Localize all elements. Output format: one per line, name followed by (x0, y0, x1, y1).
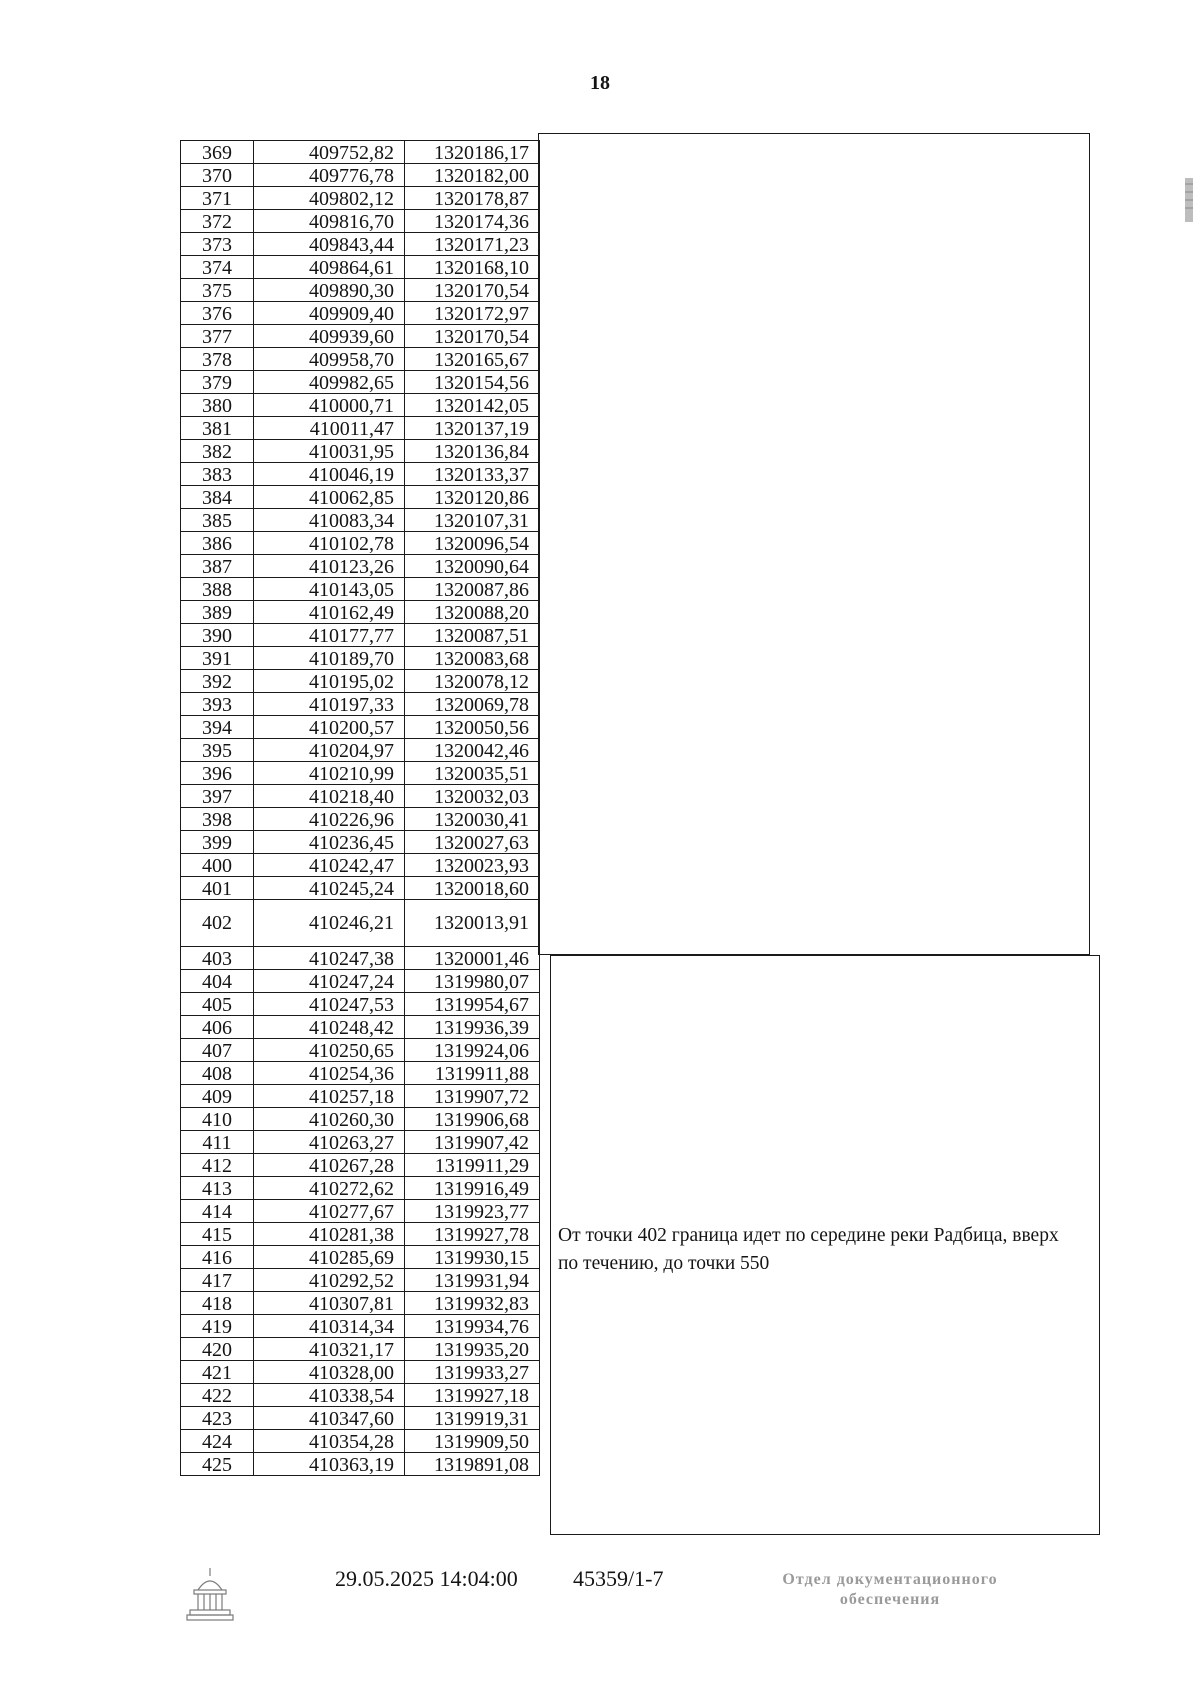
table-row (181, 1315, 540, 1338)
table-row (181, 693, 540, 716)
table-row (181, 371, 540, 394)
description-text (558, 1222, 1088, 1278)
y-coordinate-cell: 1320142,05 (405, 394, 540, 417)
y-coordinate-cell: 1319909,50 (405, 1430, 540, 1453)
footer-datetime: 29.05.2025 14:04:00 (335, 1566, 518, 1591)
y-coordinate-cell: 1320120,86 (405, 486, 540, 509)
y-coordinate-cell: 1320030,41 (405, 808, 540, 831)
point-number-cell: 376 (181, 302, 254, 325)
table-row (181, 486, 540, 509)
y-coordinate-cell: 1319911,29 (405, 1154, 540, 1177)
x-coordinate-cell: 410162,49 (254, 601, 405, 624)
point-number-cell: 415 (181, 1223, 254, 1246)
point-number-cell: 393 (181, 693, 254, 716)
table-row (181, 739, 540, 762)
x-coordinate-cell: 410328,00 (254, 1361, 405, 1384)
y-coordinate-cell: 1320165,67 (405, 348, 540, 371)
point-number-cell: 395 (181, 739, 254, 762)
y-coordinate-cell: 1320018,60 (405, 877, 540, 900)
x-coordinate-cell: 409982,65 (254, 371, 405, 394)
table-row (181, 785, 540, 808)
table-row (181, 1131, 540, 1154)
table-row (181, 233, 540, 256)
table-row (181, 417, 540, 440)
y-coordinate-cell: 1320050,56 (405, 716, 540, 739)
point-number-cell: 385 (181, 509, 254, 532)
table-row (181, 1177, 540, 1200)
x-coordinate-cell: 409939,60 (254, 325, 405, 348)
x-coordinate-cell: 409890,30 (254, 279, 405, 302)
y-coordinate-cell: 1319924,06 (405, 1039, 540, 1062)
point-number-cell: 384 (181, 486, 254, 509)
y-coordinate-cell: 1319980,07 (405, 970, 540, 993)
table-row (181, 463, 540, 486)
footer-stamp-line-1: Отдел документационного (782, 1571, 998, 1588)
point-number-cell: 404 (181, 970, 254, 993)
table-row (181, 325, 540, 348)
table-row (181, 601, 540, 624)
table-row (181, 1269, 540, 1292)
y-coordinate-cell: 1319906,68 (405, 1108, 540, 1131)
table-row (181, 877, 540, 900)
point-number-cell: 375 (181, 279, 254, 302)
point-number-cell: 403 (181, 947, 254, 970)
x-coordinate-cell: 409864,61 (254, 256, 405, 279)
table-row (181, 808, 540, 831)
point-number-cell: 389 (181, 601, 254, 624)
y-coordinate-cell: 1319927,18 (405, 1384, 540, 1407)
x-coordinate-cell: 409958,70 (254, 348, 405, 371)
x-coordinate-cell: 410245,24 (254, 877, 405, 900)
x-coordinate-cell: 410218,40 (254, 785, 405, 808)
y-coordinate-cell: 1319932,83 (405, 1292, 540, 1315)
table-row (181, 1085, 540, 1108)
table-row (181, 348, 540, 371)
x-coordinate-cell: 410363,19 (254, 1453, 405, 1476)
table-row (181, 1407, 540, 1430)
point-number-cell: 372 (181, 210, 254, 233)
table-row (181, 555, 540, 578)
x-coordinate-cell: 410338,54 (254, 1384, 405, 1407)
y-coordinate-cell: 1319923,77 (405, 1200, 540, 1223)
x-coordinate-cell: 410204,97 (254, 739, 405, 762)
y-coordinate-cell: 1320001,46 (405, 947, 540, 970)
point-number-cell: 401 (181, 877, 254, 900)
point-number-cell: 394 (181, 716, 254, 739)
point-number-cell: 413 (181, 1177, 254, 1200)
y-coordinate-cell: 1319907,42 (405, 1131, 540, 1154)
coordinates-table-body (181, 141, 540, 1476)
x-coordinate-cell: 410314,34 (254, 1315, 405, 1338)
footer-stamp-line-2: обеспечения (839, 1591, 941, 1608)
x-coordinate-cell: 410011,47 (254, 417, 405, 440)
x-coordinate-cell: 410354,28 (254, 1430, 405, 1453)
table-row (181, 831, 540, 854)
point-number-cell: 425 (181, 1453, 254, 1476)
emblem-logo-icon (184, 1566, 236, 1622)
table-row (181, 509, 540, 532)
point-number-cell: 391 (181, 647, 254, 670)
point-number-cell: 386 (181, 532, 254, 555)
y-coordinate-cell: 1320087,51 (405, 624, 540, 647)
y-coordinate-cell: 1320096,54 (405, 532, 540, 555)
x-coordinate-cell: 410177,77 (254, 624, 405, 647)
point-number-cell: 397 (181, 785, 254, 808)
y-coordinate-cell: 1320133,37 (405, 463, 540, 486)
point-number-cell: 424 (181, 1430, 254, 1453)
y-coordinate-cell: 1320136,84 (405, 440, 540, 463)
table-row (181, 716, 540, 739)
table-row (181, 1453, 540, 1476)
y-coordinate-cell: 1320170,54 (405, 279, 540, 302)
y-coordinate-cell: 1320078,12 (405, 670, 540, 693)
table-row (181, 279, 540, 302)
y-coordinate-cell: 1319907,72 (405, 1085, 540, 1108)
x-coordinate-cell: 410267,28 (254, 1154, 405, 1177)
table-row (181, 1246, 540, 1269)
table-row (181, 670, 540, 693)
y-coordinate-cell: 1319916,49 (405, 1177, 540, 1200)
y-coordinate-cell: 1320107,31 (405, 509, 540, 532)
x-coordinate-cell: 410247,24 (254, 970, 405, 993)
y-coordinate-cell: 1320069,78 (405, 693, 540, 716)
x-coordinate-cell: 410189,70 (254, 647, 405, 670)
coordinates-table (180, 140, 540, 1476)
table-row (181, 993, 540, 1016)
table-row (181, 210, 540, 233)
y-coordinate-cell: 1319930,15 (405, 1246, 540, 1269)
table-row (181, 947, 540, 970)
y-coordinate-cell: 1320042,46 (405, 739, 540, 762)
x-coordinate-cell: 410281,38 (254, 1223, 405, 1246)
point-number-cell: 405 (181, 993, 254, 1016)
point-number-cell: 388 (181, 578, 254, 601)
x-coordinate-cell: 410277,67 (254, 1200, 405, 1223)
point-number-cell: 423 (181, 1407, 254, 1430)
x-coordinate-cell: 410123,26 (254, 555, 405, 578)
point-number-cell: 402 (181, 900, 254, 947)
table-row (181, 1430, 540, 1453)
x-coordinate-cell: 410307,81 (254, 1292, 405, 1315)
x-coordinate-cell: 410210,99 (254, 762, 405, 785)
x-coordinate-cell: 410285,69 (254, 1246, 405, 1269)
x-coordinate-cell: 410257,18 (254, 1085, 405, 1108)
table-row (181, 532, 540, 555)
x-coordinate-cell: 410250,65 (254, 1039, 405, 1062)
x-coordinate-cell: 409802,12 (254, 187, 405, 210)
point-number-cell: 383 (181, 463, 254, 486)
table-row (181, 1108, 540, 1131)
point-number-cell: 398 (181, 808, 254, 831)
y-coordinate-cell: 1319936,39 (405, 1016, 540, 1039)
y-coordinate-cell: 1319954,67 (405, 993, 540, 1016)
x-coordinate-cell: 410247,53 (254, 993, 405, 1016)
description-line-2: по течению, до точки 550 (558, 1253, 770, 1274)
y-coordinate-cell: 1319927,78 (405, 1223, 540, 1246)
description-line-1: От точки 402 граница идет по середине реки Радбица, вверх (558, 1225, 1059, 1246)
point-number-cell: 411 (181, 1131, 254, 1154)
x-coordinate-cell: 410347,60 (254, 1407, 405, 1430)
y-coordinate-cell: 1320032,03 (405, 785, 540, 808)
y-coordinate-cell: 1320170,54 (405, 325, 540, 348)
point-number-cell: 416 (181, 1246, 254, 1269)
y-coordinate-cell: 1320023,93 (405, 854, 540, 877)
x-coordinate-cell: 410246,21 (254, 900, 405, 947)
y-coordinate-cell: 1319934,76 (405, 1315, 540, 1338)
table-row (181, 1338, 540, 1361)
table-row (181, 1200, 540, 1223)
y-coordinate-cell: 1320154,56 (405, 371, 540, 394)
y-coordinate-cell: 1320182,00 (405, 164, 540, 187)
table-row (181, 187, 540, 210)
point-number-cell: 371 (181, 187, 254, 210)
point-number-cell: 407 (181, 1039, 254, 1062)
x-coordinate-cell: 410260,30 (254, 1108, 405, 1131)
y-coordinate-cell: 1320171,23 (405, 233, 540, 256)
point-number-cell: 379 (181, 371, 254, 394)
y-coordinate-cell: 1320172,97 (405, 302, 540, 325)
table-row (181, 1039, 540, 1062)
point-number-cell: 373 (181, 233, 254, 256)
footer-doc-code: 45359/1-7 (573, 1566, 664, 1591)
y-coordinate-cell: 1320088,20 (405, 601, 540, 624)
y-coordinate-cell: 1320083,68 (405, 647, 540, 670)
x-coordinate-cell: 410254,36 (254, 1062, 405, 1085)
x-coordinate-cell: 410263,27 (254, 1131, 405, 1154)
point-number-cell: 374 (181, 256, 254, 279)
table-row (181, 1223, 540, 1246)
point-number-cell: 412 (181, 1154, 254, 1177)
x-coordinate-cell: 410242,47 (254, 854, 405, 877)
x-coordinate-cell: 410083,34 (254, 509, 405, 532)
table-row (181, 302, 540, 325)
x-coordinate-cell: 410321,17 (254, 1338, 405, 1361)
point-number-cell: 382 (181, 440, 254, 463)
point-number-cell: 417 (181, 1269, 254, 1292)
x-coordinate-cell: 409776,78 (254, 164, 405, 187)
point-number-cell: 410 (181, 1108, 254, 1131)
table-row (181, 647, 540, 670)
x-coordinate-cell: 410000,71 (254, 394, 405, 417)
x-coordinate-cell: 409909,40 (254, 302, 405, 325)
x-coordinate-cell: 410292,52 (254, 1269, 405, 1292)
point-number-cell: 399 (181, 831, 254, 854)
point-number-cell: 396 (181, 762, 254, 785)
point-number-cell: 381 (181, 417, 254, 440)
y-coordinate-cell: 1320168,10 (405, 256, 540, 279)
y-coordinate-cell: 1319919,31 (405, 1407, 540, 1430)
point-number-cell: 420 (181, 1338, 254, 1361)
point-number-cell: 392 (181, 670, 254, 693)
table-row (181, 1361, 540, 1384)
y-coordinate-cell: 1320186,17 (405, 141, 540, 164)
point-number-cell: 409 (181, 1085, 254, 1108)
x-coordinate-cell: 409816,70 (254, 210, 405, 233)
footer-stamp (740, 1570, 1040, 1610)
point-number-cell: 408 (181, 1062, 254, 1085)
y-coordinate-cell: 1319891,08 (405, 1453, 540, 1476)
table-row (181, 1016, 540, 1039)
x-coordinate-cell: 410248,42 (254, 1016, 405, 1039)
point-number-cell: 419 (181, 1315, 254, 1338)
point-number-cell: 414 (181, 1200, 254, 1223)
y-coordinate-cell: 1319931,94 (405, 1269, 540, 1292)
y-coordinate-cell: 1319911,88 (405, 1062, 540, 1085)
point-number-cell: 406 (181, 1016, 254, 1039)
point-number-cell: 377 (181, 325, 254, 348)
table-row (181, 970, 540, 993)
table-row (181, 164, 540, 187)
x-coordinate-cell: 410195,02 (254, 670, 405, 693)
y-coordinate-cell: 1319933,27 (405, 1361, 540, 1384)
point-number-cell: 418 (181, 1292, 254, 1315)
table-row (181, 762, 540, 785)
y-coordinate-cell: 1320178,87 (405, 187, 540, 210)
table-row (181, 1154, 540, 1177)
x-coordinate-cell: 410272,62 (254, 1177, 405, 1200)
table-row (181, 1292, 540, 1315)
table-row (181, 854, 540, 877)
x-coordinate-cell: 410247,38 (254, 947, 405, 970)
table-row (181, 578, 540, 601)
table-row (181, 1062, 540, 1085)
point-number-cell: 421 (181, 1361, 254, 1384)
y-coordinate-cell: 1320087,86 (405, 578, 540, 601)
x-coordinate-cell: 410200,57 (254, 716, 405, 739)
x-coordinate-cell: 410226,96 (254, 808, 405, 831)
table-row (181, 624, 540, 647)
description-cell-upper (538, 133, 1090, 955)
y-coordinate-cell: 1320035,51 (405, 762, 540, 785)
table-row (181, 256, 540, 279)
x-coordinate-cell: 410102,78 (254, 532, 405, 555)
point-number-cell: 387 (181, 555, 254, 578)
point-number-cell: 400 (181, 854, 254, 877)
table-row (181, 1384, 540, 1407)
x-coordinate-cell: 410046,19 (254, 463, 405, 486)
table-row (181, 440, 540, 463)
page-number: 18 (590, 72, 610, 94)
x-coordinate-cell: 410062,85 (254, 486, 405, 509)
x-coordinate-cell: 410236,45 (254, 831, 405, 854)
point-number-cell: 422 (181, 1384, 254, 1407)
x-coordinate-cell: 409752,82 (254, 141, 405, 164)
point-number-cell: 370 (181, 164, 254, 187)
y-coordinate-cell: 1320174,36 (405, 210, 540, 233)
x-coordinate-cell: 409843,44 (254, 233, 405, 256)
y-coordinate-cell: 1320137,19 (405, 417, 540, 440)
scan-artifact (1185, 170, 1193, 230)
point-number-cell: 369 (181, 141, 254, 164)
table-row (181, 394, 540, 417)
table-row (181, 141, 540, 164)
y-coordinate-cell: 1320090,64 (405, 555, 540, 578)
x-coordinate-cell: 410031,95 (254, 440, 405, 463)
y-coordinate-cell: 1320027,63 (405, 831, 540, 854)
x-coordinate-cell: 410143,05 (254, 578, 405, 601)
point-number-cell: 380 (181, 394, 254, 417)
point-number-cell: 390 (181, 624, 254, 647)
x-coordinate-cell: 410197,33 (254, 693, 405, 716)
point-number-cell: 378 (181, 348, 254, 371)
table-row (181, 900, 540, 947)
y-coordinate-cell: 1319935,20 (405, 1338, 540, 1361)
y-coordinate-cell: 1320013,91 (405, 900, 540, 947)
